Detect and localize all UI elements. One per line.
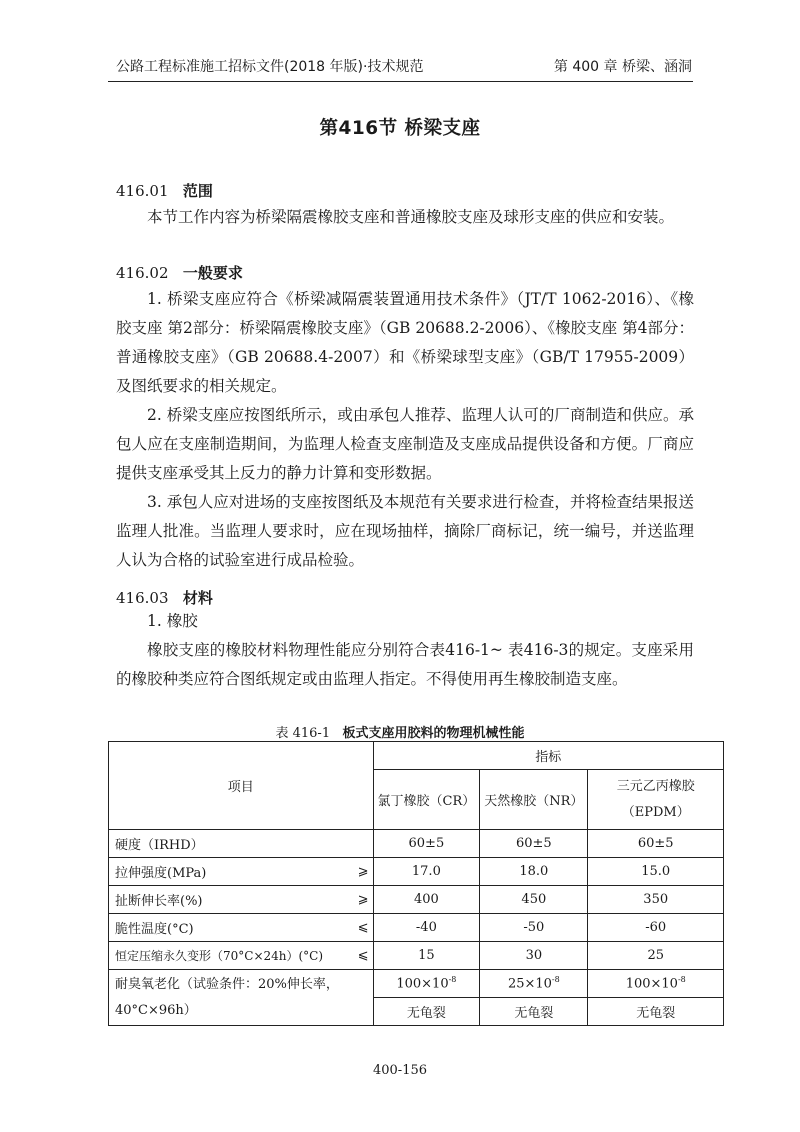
ozone-conc-cell xyxy=(588,970,724,998)
value-cell: -60 xyxy=(588,914,724,942)
section-body-416-02 xyxy=(116,285,694,575)
ozone-conc: 100×10 xyxy=(396,976,449,992)
section-title: 第416节 桥梁支座 xyxy=(319,118,481,139)
section-body-416-03 xyxy=(116,607,694,694)
rubber-properties-table xyxy=(108,741,724,1026)
value-cell: 15.0 xyxy=(588,858,724,886)
header-col-epdm-line1: 三元乙丙橡胶 xyxy=(616,778,695,794)
row-name-cell xyxy=(109,858,374,886)
value-cell: 450 xyxy=(480,886,588,914)
table-row-ozone xyxy=(109,970,724,998)
ozone-name-line2: 40°C×96h） xyxy=(115,1002,197,1018)
row-name-cell xyxy=(109,914,374,942)
table-caption-number: 表 416-1 xyxy=(275,726,331,741)
row-name: 扯断伸长率(%) xyxy=(115,894,203,909)
table-row xyxy=(109,858,724,886)
table-row xyxy=(109,914,724,942)
header-rule xyxy=(108,81,693,82)
value-cell: 30 xyxy=(480,942,588,970)
row-name: 恒定压缩永久变形（70°C×24h）(°C) xyxy=(115,949,324,963)
ozone-conc: 100×10 xyxy=(625,976,678,992)
table-row xyxy=(109,886,724,914)
row-name: 拉伸强度(MPa) xyxy=(115,866,207,881)
value-cell: 17.0 xyxy=(373,858,480,886)
paragraph: 2. 桥梁支座应按图纸所示，或由承包人推荐、监理人认可的厂商制造和供应。承包人应在支座制造期间，为监理人检查支座制造及支座成品提供设备和方便。厂商应提供支座承受其上反力的静力计算和变形数据。 xyxy=(116,406,694,482)
row-name-cell xyxy=(109,886,374,914)
row-operator: ⩾ xyxy=(357,892,369,907)
ozone-exp: -8 xyxy=(551,975,560,985)
row-name: 硬度（IRHD） xyxy=(115,838,204,853)
ozone-exp: -8 xyxy=(448,975,457,985)
row-operator: ⩾ xyxy=(357,864,369,879)
table-caption-title: 板式支座用胶料的物理机械性能 xyxy=(342,726,525,741)
section-heading-416-03 xyxy=(116,587,213,608)
section-number: 416.03 xyxy=(116,589,169,607)
ozone-conc-cell xyxy=(480,970,588,998)
row-name: 脆性温度(°C) xyxy=(115,922,194,937)
header-document-title: 公路工程标准施工招标文件(2018 年版)·技术规范 xyxy=(116,59,424,75)
header-index-cell: 指标 xyxy=(373,742,724,770)
ozone-name-line1: 耐臭氧老化（试验条件：20%伸长率， xyxy=(115,976,339,992)
section-number: 416.01 xyxy=(116,182,169,200)
table-row xyxy=(109,830,724,858)
section-heading-text: 范围 xyxy=(182,182,213,200)
row-operator: ⩽ xyxy=(357,948,369,963)
value-cell: 18.0 xyxy=(480,858,588,886)
value-cell: 60±5 xyxy=(373,830,480,858)
header-col-epdm xyxy=(588,770,724,830)
paragraph: 1. 桥梁支座应符合《桥梁减隔震装置通用技术条件》（JT/T 1062-2016）、《橡胶支座 第2部分：桥梁隔震橡胶支座》（GB 20688.2-2006）、《橡胶支座 第4部分：普通橡胶支座》（GB 20688.4-2007）和《桥梁球型支座》（GB/T 17955-2009）及图纸要求的相关规定。 xyxy=(116,290,694,395)
value-cell: -50 xyxy=(480,914,588,942)
section-heading-text: 材料 xyxy=(182,589,213,607)
header-col-cr: 氯丁橡胶（CR） xyxy=(373,770,480,830)
ozone-conc-cell xyxy=(373,970,480,998)
header-col-epdm-line2: （EPDM） xyxy=(621,804,690,820)
row-name-cell xyxy=(109,942,374,970)
section-heading-text: 一般要求 xyxy=(182,264,243,282)
value-cell: 400 xyxy=(373,886,480,914)
ozone-result-cell: 无龟裂 xyxy=(373,998,480,1026)
value-cell: 350 xyxy=(588,886,724,914)
ozone-result-cell: 无龟裂 xyxy=(480,998,588,1026)
page-number: 400-156 xyxy=(372,1063,428,1078)
value-cell: 60±5 xyxy=(480,830,588,858)
row-operator: ⩽ xyxy=(357,920,369,935)
section-body-416-01 xyxy=(116,203,694,232)
table-caption xyxy=(0,722,800,741)
value-cell: 60±5 xyxy=(588,830,724,858)
header-item-cell: 项目 xyxy=(109,742,374,830)
table-row xyxy=(109,942,724,970)
section-number: 416.02 xyxy=(116,264,169,282)
value-cell: 15 xyxy=(373,942,480,970)
paragraph: 1. 橡胶 xyxy=(147,612,198,630)
section-heading-416-02 xyxy=(116,262,243,283)
section-heading-416-01 xyxy=(116,180,213,201)
ozone-name-cell xyxy=(109,970,374,1026)
paragraph: 3. 承包人应对进场的支座按图纸及本规范有关要求进行检查，并将检查结果报送监理人批准。当监理人要求时，应在现场抽样，摘除厂商标记，统一编号，并送监理人认为合格的试验室进行成品检验。 xyxy=(116,493,694,569)
row-name-cell xyxy=(109,830,374,858)
ozone-exp: -8 xyxy=(677,975,686,985)
paragraph: 橡胶支座的橡胶材料物理性能应分别符合表416-1~ 表416-3的规定。支座采用的橡胶种类应符合图纸规定或由监理人指定。不得使用再生橡胶制造支座。 xyxy=(116,641,694,688)
ozone-conc: 25×10 xyxy=(507,976,552,992)
value-cell: -40 xyxy=(373,914,480,942)
paragraph: 本节工作内容为桥梁隔震橡胶支座和普通橡胶支座及球形支座的供应和安装。 xyxy=(147,208,675,226)
header-col-nr: 天然橡胶（NR） xyxy=(480,770,588,830)
header-chapter: 第 400 章 桥梁、涵洞 xyxy=(553,59,692,75)
value-cell: 25 xyxy=(588,942,724,970)
ozone-result-cell: 无龟裂 xyxy=(588,998,724,1026)
